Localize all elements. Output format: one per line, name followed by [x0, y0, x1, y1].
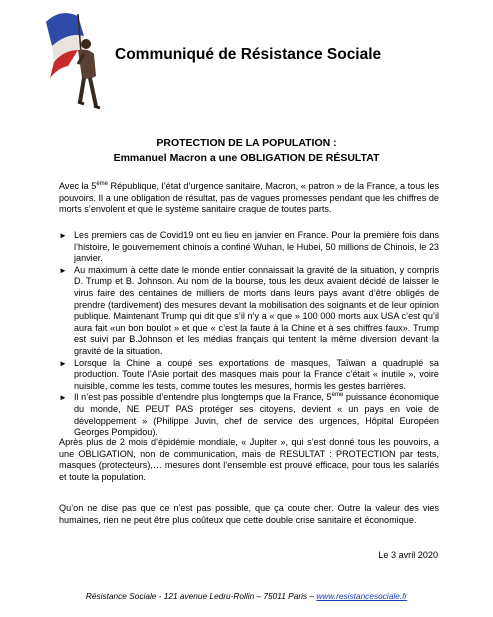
bullet-list — [59, 230, 439, 439]
intro-paragraph — [59, 181, 439, 216]
website-link[interactable]: www.resistancesociale.fr — [316, 591, 408, 601]
bullet-superscript: ème — [331, 392, 344, 399]
arrow-bullet-icon: ► — [59, 231, 67, 240]
bullet-item-masks — [59, 358, 439, 393]
bullet-text-rest: puissance économique du monde, NE PEUT PAS protéger ses citoyens, devient « un pays en voie de développement » (Philippe Juvin, chef de service des urgences, Hôpital Européen Georges Pompidou). — [74, 392, 439, 438]
bullet-text: Les premiers cas de Covid19 ont eu lieu en janvier en France. Pour la première fois dans l’histoire, le gouvernement chinois a confiné Wuhan, le Hubei, 50 millions de Chinois, le 23 janvier. — [74, 230, 439, 264]
arrow-bullet-icon: ► — [59, 393, 67, 403]
document-date: Le 3 avril 2020 — [378, 550, 438, 560]
footer — [0, 591, 493, 601]
bullet-text-start: Il n’est pas possible d’entendre plus longtemps que la France, 5 — [74, 392, 332, 403]
headline-line-1: PROTECTION DE LA POPULATION : — [156, 137, 337, 149]
organization-title: Communiqué de Résistance Sociale — [115, 46, 382, 63]
bullet-text: Au maximum à cette date le monde entier connaissait la gravité de la situation, y compris D. Trump et B. Johnson. Au nom de la bourse, tous les deux avaient décidé de laisser le virus faire des centaines de milliers de morts dans leurs pays avant d’être obligés de prendre (tardivement) des mesures devant la mobilisation des soignants et de leur opinion publique. Maintenant Trump qui dit que s’il n’y a « que » 100 000 morts aux USA c’est qu’il aura fait «un bon boulot » et que « c’est la faute à la Chine et à ses chiffres faux». Trump est suivi par B.Johnson et les médias français qui tentent la même diversion devant la gravité de la situation. — [74, 264, 439, 356]
bullet-item-covid-cases — [59, 230, 439, 265]
liberty-flag-logo — [38, 6, 106, 114]
arrow-bullet-icon: ► — [59, 358, 67, 368]
headline-line-2: Emmanuel Macron a une OBLIGATION DE RÉSULTAT — [113, 152, 380, 164]
bullet-text: Lorsque la Chine a coupé ses exportations de masques, Taïwan a quadruplé sa production. Toute l’Asie portait des masques mais pour la France c’était « inutile », voire nuisible, comme les tests, comme toutes les mesures, hormis les gestes barrières. — [74, 357, 439, 391]
intro-text-rest: République, l’état d’urgence sanitaire, Macron, « patron » de la France, a tous les pouvoirs. Il a une obligation de résultat, pas de vagues promesses pendant que les chiffres de morts s’envolent et que le système sanitaire craque de toutes parts. — [59, 181, 439, 215]
intro-text-start: Avec la 5 — [59, 181, 97, 191]
cost-paragraph: Qu’on ne dise pas que ce n’est pas possible, que ça coute cher. Outre la valeur des vies humaines, rien ne peut être plus coûteux que cette double crise sanitaire et économique. — [59, 503, 439, 525]
bullet-item-trump-johnson — [59, 265, 439, 358]
intro-superscript: ème — [96, 181, 108, 187]
arrow-bullet-icon: ► — [59, 265, 67, 275]
bullet-item-france-protection — [59, 392, 439, 438]
footer-address: Résistance Sociale - 121 avenue Ledru-Rollin – 75011 Paris – — [85, 591, 317, 601]
obligation-paragraph: Après plus de 2 mois d’épidémie mondiale, « Jupiter », qui s’est donné tous les pouvoirs, a une OBLIGATION, non de communication, mais de RESULTAT : PROTECTION par tests, masques (protecteurs),… mesures dont l’ensemble est prouvé efficace, pour tous les salariés et toute la population. — [59, 437, 439, 482]
